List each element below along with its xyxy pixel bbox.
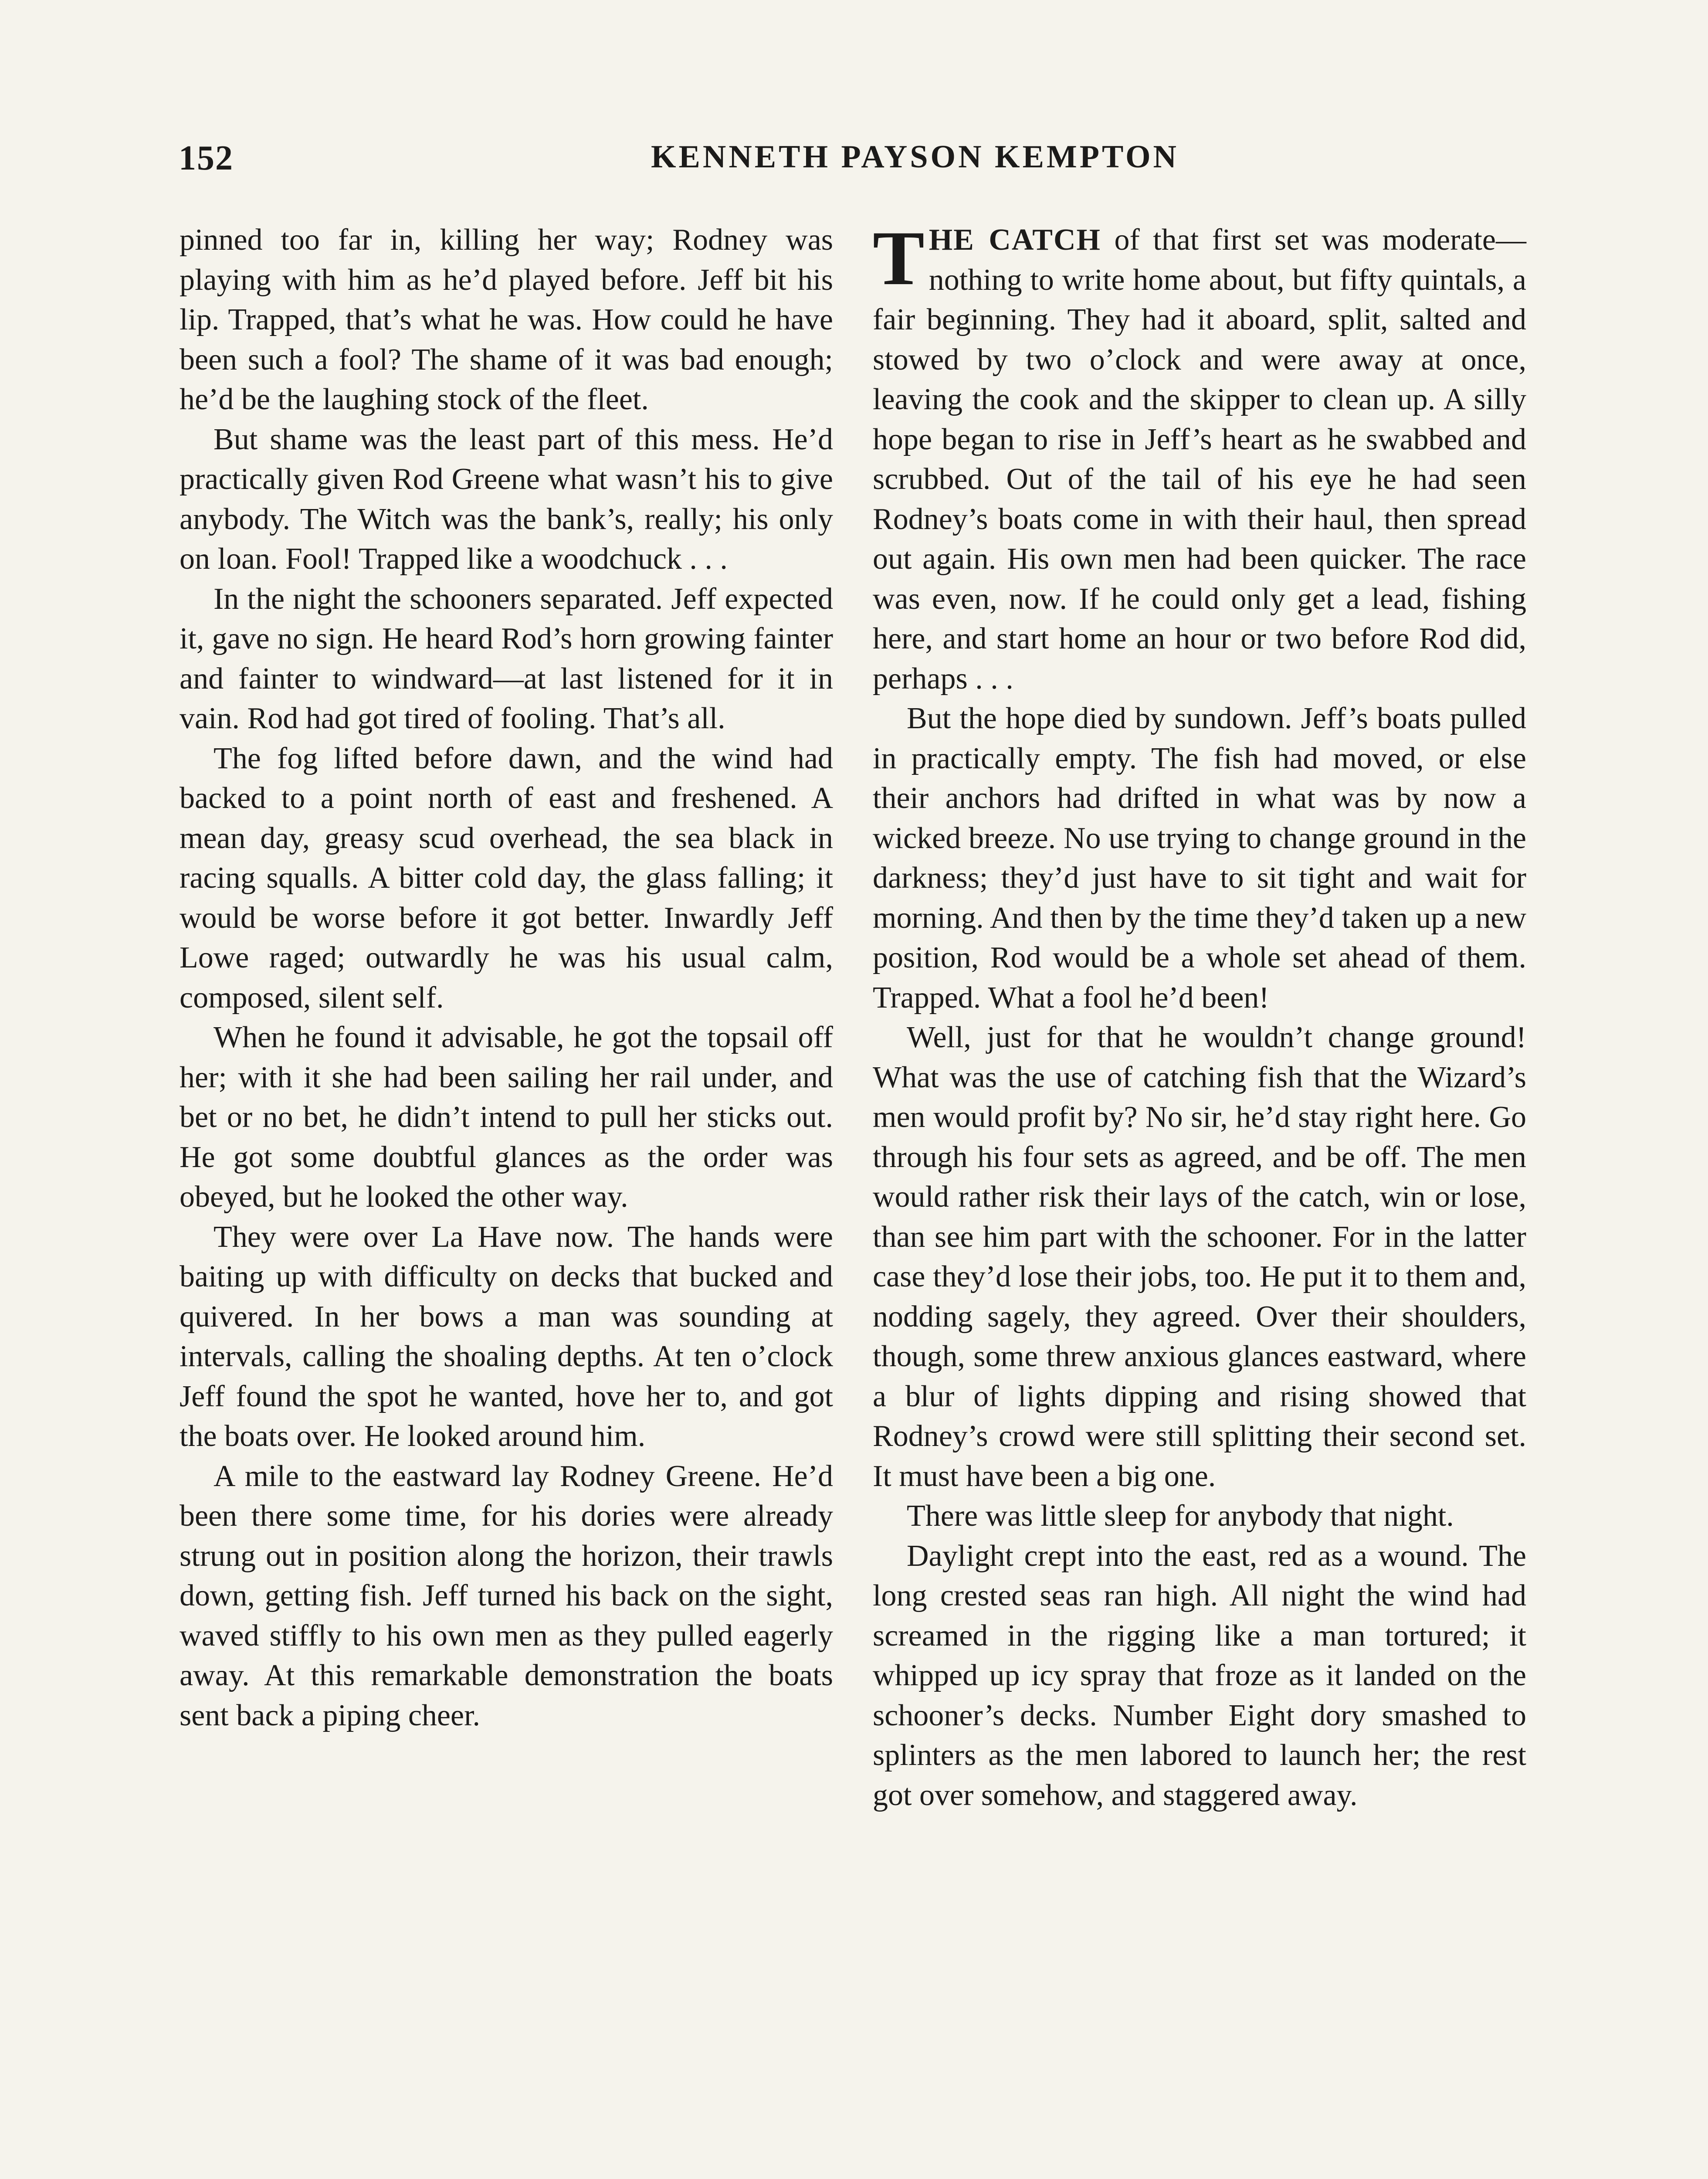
paragraph: But shame was the least part of this mess. He’d practically given Rod Greene what wasn’t his to give anybody. The Witch was the bank’s, really; his only on loan. Fool! Trapped like a woodchuck . . . [180, 422, 833, 576]
drop-cap: T [873, 215, 925, 301]
paragraph: Daylight crept into the east, red as a wound. The long crested seas ran high. All night the wind had screamed in the rigging like a man tortured; it whipped up icy spray that froze as it landed on the schooner’s decks. Number Eight dory smashed to splinters as the men labored to launch her; the rest got over somehow, and staggered away. [873, 1539, 1526, 1812]
paragraph-text: of that first set was moderate—nothing to write home about, but fifty quintals, a fair beginning. They had it aboard, split, salted and stowed by two o’clock and were away at once, leaving the cook and the skipper to clean up. A silly hope began to rise in Jeff’s heart as he swabbed and scrubbed. Out of the tail of his eye he had seen Rodney’s boats come in with their haul, then spread out again. His own men had been quicker. The race was even, now. If he could only get a lead, fishing here, and start home an hour or two before Rod did, perhaps . . . [873, 223, 1526, 696]
paragraph: The fog lifted before dawn, and the wind had backed to a point north of east and freshened. A mean day, greasy scud overhead, the sea black in racing squalls. A bitter cold day, the glass falling; it would be worse before it got better. Inwardly Jeff Lowe raged; outwardly he was his usual calm, composed, silent self. [180, 741, 833, 1015]
paragraph: Well, just for that he wouldn’t change ground! What was the use of catching fish that the Wizard’s men would profit by? No sir, he’d stay right here. Go through his four sets as agreed, and be off. The men would rather risk their lays of the catch, win or lose, than see him part with the schooner. For in the latter case they’d lose their jobs, too. He put it to them and, nodding sagely, they agreed. Over their shoulders, though, some threw anxious glances eastward, where a blur of lights dipping and rising showed that Rodney’s crowd were still splitting their second set. It must have been a big one. [873, 1021, 1526, 1493]
paragraph: But the hope died by sundown. Jeff’s boats pulled in practically empty. The fish had moved, or else their anchors had drifted in what was by now a wicked breeze. No use trying to change ground in the darkness; they’d just have to sit tight and wait for morning. And then by the time they’d taken up a new position, Rod would be a whole set ahead of them. Trapped. What a fool he’d been! [873, 702, 1526, 1015]
paragraph: They were over La Have now. The hands were baiting up with difficulty on decks that bucked and quivered. In her bows a man was sounding at intervals, calling the shoaling depths. At ten o’clock Jeff found the spot he wanted, hove her to, and got the boats over. He looked around him. [180, 1220, 833, 1453]
paragraph: pinned too far in, killing her way; Rodney was playing with him as he’d played before. Jeff bit his lip. Trapped, that’s what he was. How could he have been such a fool? The shame of it was bad enough; he’d be the laughing stock of the fleet. [180, 223, 833, 416]
opening-paragraph [873, 215, 1526, 699]
paragraph: In the night the schooners separated. Jeff expected it, gave no sign. He heard Rod’s horn growing fainter and fainter to windward—at last listened for it in vain. Rod had got tired of fooling. That’s all. [180, 582, 833, 735]
right-column [873, 215, 1526, 1815]
running-head: KENNETH PAYSON KEMPTON [651, 139, 1179, 175]
paragraph: A mile to the eastward lay Rodney Greene. He’d been there some time, for his dories were already strung out in position along the horizon, their trawls down, getting fish. Jeff turned his back on the sight, waved stiffly to his own men as they pulled eagerly away. At this remarkable demonstration the boats sent back a piping cheer. [180, 1459, 833, 1732]
page-number: 152 [179, 139, 234, 177]
paragraph: There was little sleep for anybody that night. [907, 1499, 1454, 1533]
left-column [180, 220, 833, 1735]
lead-in: HE CATCH [929, 223, 1101, 257]
paragraph: When he found it advisable, he got the topsail off her; with it she had been sailing her rail under, and bet or no bet, he didn’t intend to pull her sticks out. He got some doubtful glances as the order was obeyed, but he looked the other way. [180, 1021, 833, 1214]
